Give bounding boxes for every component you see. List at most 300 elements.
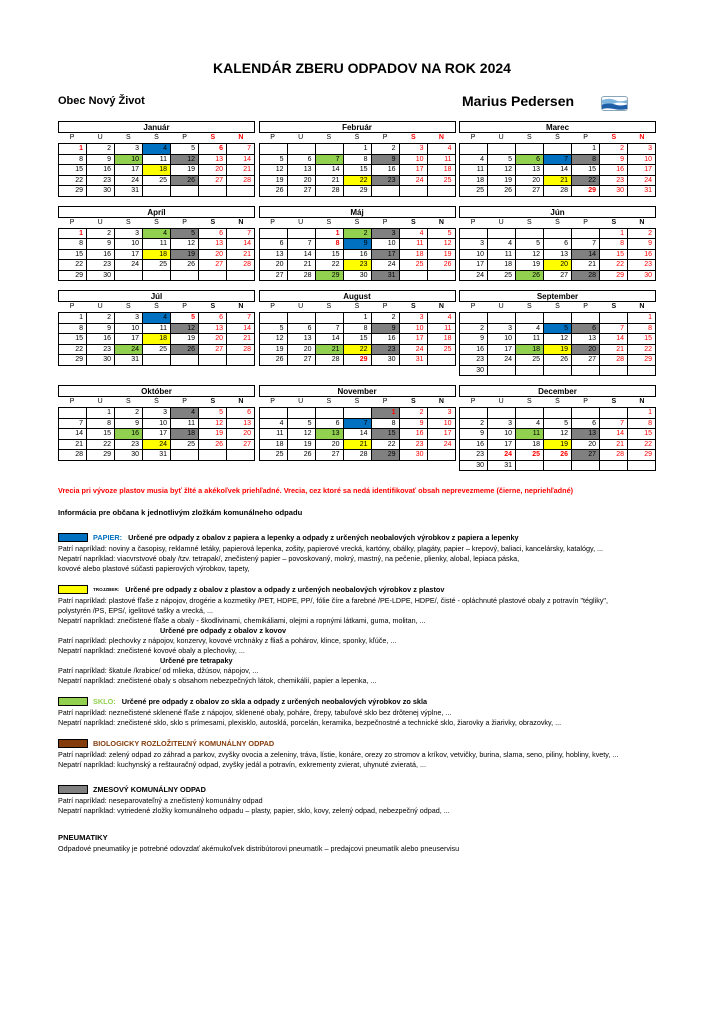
day-cell: 23 <box>628 260 655 270</box>
weekday-label: S <box>527 303 532 310</box>
day-cell: 12 <box>260 165 287 175</box>
day-cell: 3 <box>460 239 487 249</box>
day-cell: 22 <box>628 345 655 355</box>
month-title: Január <box>58 121 255 133</box>
day-cell: 2 <box>460 419 487 429</box>
day-cell: 4 <box>143 144 170 154</box>
day-cell: 26 <box>199 440 226 450</box>
day-cell: 19 <box>428 250 455 260</box>
day-cell: 9 <box>87 239 114 249</box>
day-cell: 22 <box>344 176 371 186</box>
day-cell: 7 <box>316 155 343 165</box>
weekday-header-row <box>459 397 656 407</box>
day-cell: 14 <box>544 165 571 175</box>
day-cell <box>544 408 571 418</box>
day-cell: 19 <box>171 165 198 175</box>
day-cell: 10 <box>372 239 399 249</box>
day-cell <box>316 313 343 323</box>
day-cell: 13 <box>199 324 226 334</box>
day-cell <box>460 144 487 154</box>
day-cell: 18 <box>460 176 487 186</box>
weekday-label: U <box>498 398 504 405</box>
day-cell: 8 <box>59 239 86 249</box>
day-cell <box>460 408 487 418</box>
day-cell: 19 <box>544 440 571 450</box>
day-cell <box>488 229 515 239</box>
day-cell: 22 <box>372 440 399 450</box>
weekday-label: N <box>238 398 244 405</box>
day-cell <box>572 408 599 418</box>
day-cell: 16 <box>372 334 399 344</box>
day-cell: 26 <box>428 260 455 270</box>
month-Január <box>58 121 255 197</box>
legend <box>58 486 698 865</box>
day-cell <box>544 313 571 323</box>
day-cell: 3 <box>143 408 170 418</box>
day-cell: 13 <box>260 250 287 260</box>
day-cell: 10 <box>143 419 170 429</box>
day-cell: 6 <box>316 419 343 429</box>
day-cell: 11 <box>143 155 170 165</box>
trojzber-heading: Určené pre odpady z obalov z plastov a odpady z určených neobalových výrobkov z plastov <box>125 585 445 594</box>
day-cell: 17 <box>460 260 487 270</box>
day-cell: 20 <box>516 176 543 186</box>
weekday-label: P <box>583 218 588 226</box>
day-cell: 9 <box>372 324 399 334</box>
section-text-line: Patrí napríklad: neznečistené sklenené fľaše z nápojov, sklenené obaly, poháre, črepy, tabuľové sklo bez drôtenej výplne, ... <box>58 708 452 717</box>
day-cell: 26 <box>171 176 198 186</box>
month-title: December <box>459 385 656 397</box>
weekday-label: N <box>438 218 444 226</box>
section-header <box>58 833 698 842</box>
day-cell <box>199 186 226 196</box>
weekday-label: P <box>583 134 588 141</box>
day-cell: 18 <box>171 429 198 439</box>
day-cell <box>488 408 515 418</box>
day-cell: 12 <box>516 250 543 260</box>
section-text-line: Patrí napríklad: škatule /krabice/ od mlieka, džúsov, nápojov, ... <box>58 666 259 675</box>
day-cell: 23 <box>87 260 114 270</box>
day-cell: 23 <box>115 440 142 450</box>
day-cell: 5 <box>199 408 226 418</box>
weekday-label: U <box>97 218 103 226</box>
day-cell: 20 <box>316 440 343 450</box>
day-cell: 2 <box>400 408 427 418</box>
day-cell: 19 <box>199 429 226 439</box>
day-cell: 4 <box>171 408 198 418</box>
day-cell: 9 <box>115 419 142 429</box>
day-cell: 4 <box>460 155 487 165</box>
day-cell: 30 <box>600 186 627 196</box>
weekday-label: S <box>527 134 532 141</box>
day-cell: 26 <box>544 355 571 365</box>
day-cell: 3 <box>428 408 455 418</box>
day-cell: 7 <box>227 144 254 154</box>
day-cell: 15 <box>344 165 371 175</box>
day-cell: 7 <box>600 324 627 334</box>
day-cell <box>600 313 627 323</box>
month-title: September <box>459 290 656 302</box>
day-cell: 7 <box>572 239 599 249</box>
day-cell: 10 <box>428 419 455 429</box>
weekday-label: U <box>97 398 103 405</box>
day-cell: 22 <box>87 440 114 450</box>
day-cell: 6 <box>199 144 226 154</box>
day-cell: 12 <box>428 239 455 249</box>
day-cell: 26 <box>260 186 287 196</box>
day-cell: 1 <box>572 144 599 154</box>
day-cell: 8 <box>372 419 399 429</box>
bio-heading: BIOLOGICKY ROZLOŽITEĽNÝ KOMUNÁLNY ODPAD <box>93 739 275 748</box>
day-cell: 26 <box>171 260 198 270</box>
day-cell: 21 <box>600 440 627 450</box>
day-cell: 30 <box>400 450 427 460</box>
day-cell: 24 <box>143 440 170 450</box>
day-cell: 1 <box>87 408 114 418</box>
day-cell: 29 <box>59 271 86 281</box>
day-cell: 8 <box>87 419 114 429</box>
month-November <box>259 385 456 461</box>
section-header <box>58 739 698 748</box>
day-cell: 9 <box>87 324 114 334</box>
weekday-label: U <box>498 303 504 310</box>
day-cell: 22 <box>600 260 627 270</box>
day-cell: 11 <box>143 324 170 334</box>
section-text-line: Patrí napríklad: zelený odpad zo záhrad a parkov, zvyšky ovocia a zeleniny, tráva, lístie, konáre, orezy zo stromov a kríkov, vetvičky, burina, slama, seno, piliny, hobliny, kvety, ... <box>58 750 619 759</box>
day-cell: 3 <box>488 324 515 334</box>
weekday-label: S <box>326 398 332 405</box>
month-title: Október <box>58 385 255 397</box>
day-cell: 29 <box>344 355 371 365</box>
day-cell: 24 <box>428 440 455 450</box>
weekday-label: P <box>69 218 75 226</box>
day-cell: 5 <box>171 313 198 323</box>
day-cell: 8 <box>600 239 627 249</box>
day-cell: 7 <box>316 324 343 334</box>
day-cell: 11 <box>516 429 543 439</box>
month-September <box>459 290 656 376</box>
day-cell: 15 <box>59 334 86 344</box>
day-cell: 23 <box>372 345 399 355</box>
day-cell: 20 <box>544 260 571 270</box>
weekday-label: P <box>382 134 388 141</box>
day-cell: 28 <box>600 450 627 460</box>
day-cell: 11 <box>171 419 198 429</box>
day-cell: 30 <box>87 355 114 365</box>
day-cell: 18 <box>428 334 455 344</box>
day-cell: 7 <box>544 155 571 165</box>
weekday-label: S <box>527 398 532 405</box>
day-cell <box>544 144 571 154</box>
day-cell: 24 <box>628 176 655 186</box>
day-cell: 13 <box>516 165 543 175</box>
day-cell: 11 <box>428 324 455 334</box>
day-cell <box>428 450 455 460</box>
weekday-label: S <box>126 218 131 226</box>
day-cell: 28 <box>600 355 627 365</box>
day-cell: 2 <box>344 229 371 239</box>
day-cell: 10 <box>400 155 427 165</box>
day-cell: 30 <box>460 461 487 471</box>
day-cell: 27 <box>227 440 254 450</box>
month-Máj <box>259 206 456 282</box>
day-cell: 2 <box>372 144 399 154</box>
weekday-label: S <box>410 218 416 226</box>
company-name: Marius Pedersen <box>462 93 575 109</box>
day-cell: 21 <box>59 440 86 450</box>
day-cell: 3 <box>115 144 142 154</box>
weekday-label: S <box>611 134 617 141</box>
month-day-grid <box>459 143 656 197</box>
day-cell <box>488 366 515 376</box>
day-cell: 3 <box>628 144 655 154</box>
day-cell: 21 <box>227 250 254 260</box>
day-cell: 27 <box>288 186 315 196</box>
section-text-line: Odpadové pneumatiky je potrebné odovzdať akémukoľvek distribútorovi pneumatík – predajcovi pneumatík alebo pneuservisu <box>58 844 460 853</box>
weekday-label: S <box>326 134 332 141</box>
day-cell: 29 <box>316 271 343 281</box>
day-cell: 27 <box>544 271 571 281</box>
day-cell: 6 <box>199 229 226 239</box>
day-cell: 4 <box>428 313 455 323</box>
day-cell: 20 <box>288 176 315 186</box>
weekday-label: S <box>611 218 617 226</box>
day-cell: 16 <box>460 345 487 355</box>
day-cell <box>516 144 543 154</box>
section-text-line: Patrí napríklad: neseparovateľný a znečistený komunálny odpad <box>58 796 263 805</box>
day-cell: 28 <box>227 260 254 270</box>
day-cell: 21 <box>344 440 371 450</box>
day-cell: 7 <box>59 419 86 429</box>
day-cell <box>316 408 343 418</box>
month-day-grid <box>58 143 255 197</box>
weekday-label: P <box>382 218 388 226</box>
day-cell: 26 <box>171 345 198 355</box>
day-cell: 14 <box>600 429 627 439</box>
day-cell: 14 <box>227 155 254 165</box>
day-cell: 28 <box>316 186 343 196</box>
day-cell <box>288 144 315 154</box>
weekday-header-row <box>259 397 456 407</box>
day-cell: 16 <box>344 250 371 260</box>
day-cell <box>199 271 226 281</box>
bio-color-swatch <box>58 739 88 748</box>
day-cell: 10 <box>400 324 427 334</box>
section-header <box>58 785 698 794</box>
day-cell: 5 <box>171 144 198 154</box>
day-cell <box>488 144 515 154</box>
day-cell: 13 <box>227 419 254 429</box>
day-cell: 1 <box>59 144 86 154</box>
day-cell: 14 <box>572 250 599 260</box>
day-cell: 9 <box>600 155 627 165</box>
weekday-header-row <box>259 302 456 312</box>
day-cell: 29 <box>628 355 655 365</box>
day-cell: 1 <box>600 229 627 239</box>
day-cell: 23 <box>372 176 399 186</box>
day-cell <box>400 271 427 281</box>
section-header <box>58 533 698 542</box>
pneumatiky-heading: PNEUMATIKY <box>58 833 108 842</box>
day-cell: 20 <box>199 334 226 344</box>
day-cell: 15 <box>600 250 627 260</box>
day-cell <box>544 229 571 239</box>
day-cell: 1 <box>628 408 655 418</box>
weekday-label: P <box>69 303 75 310</box>
day-cell: 9 <box>87 155 114 165</box>
day-cell: 25 <box>460 186 487 196</box>
day-cell: 31 <box>488 461 515 471</box>
day-cell: 20 <box>227 429 254 439</box>
day-cell: 2 <box>600 144 627 154</box>
day-cell: 3 <box>115 229 142 239</box>
day-cell: 8 <box>572 155 599 165</box>
weekday-label: P <box>382 398 388 405</box>
day-cell: 13 <box>199 239 226 249</box>
day-cell: 13 <box>572 429 599 439</box>
day-cell: 20 <box>199 165 226 175</box>
day-cell: 30 <box>344 271 371 281</box>
day-cell: 27 <box>199 260 226 270</box>
day-cell: 28 <box>59 450 86 460</box>
day-cell: 6 <box>260 239 287 249</box>
day-cell: 4 <box>400 229 427 239</box>
day-cell: 29 <box>572 186 599 196</box>
day-cell <box>227 271 254 281</box>
zmesovy-color-swatch <box>58 785 88 794</box>
day-cell <box>288 313 315 323</box>
weekday-label: S <box>611 303 617 310</box>
day-cell: 20 <box>260 260 287 270</box>
weekday-label: P <box>182 398 187 405</box>
day-cell <box>460 229 487 239</box>
day-cell: 28 <box>227 176 254 186</box>
papier-label: PAPIER: <box>93 533 123 542</box>
day-cell: 13 <box>199 155 226 165</box>
weekday-label: P <box>583 303 588 310</box>
day-cell: 26 <box>288 450 315 460</box>
day-cell: 7 <box>344 419 371 429</box>
day-cell: 18 <box>260 440 287 450</box>
day-cell: 30 <box>460 366 487 376</box>
month-day-grid <box>459 312 656 376</box>
day-cell: 15 <box>572 165 599 175</box>
weekday-header-row <box>459 302 656 312</box>
day-cell: 16 <box>600 165 627 175</box>
sklo-heading: Určené pre odpady z obalov zo skla a odpady z určených neobalových výrobkov zo skla <box>121 697 428 706</box>
day-cell: 18 <box>400 250 427 260</box>
weekday-label: P <box>470 218 476 226</box>
weekday-label: P <box>270 398 275 405</box>
weekday-header-row <box>259 133 456 143</box>
day-cell: 21 <box>316 345 343 355</box>
day-cell: 25 <box>171 440 198 450</box>
weekday-label: N <box>438 303 444 310</box>
day-cell <box>227 186 254 196</box>
day-cell: 30 <box>87 186 114 196</box>
weekday-label: P <box>382 303 388 310</box>
day-cell: 16 <box>460 440 487 450</box>
day-cell: 9 <box>372 155 399 165</box>
weekday-label: P <box>270 218 275 226</box>
day-cell: 8 <box>628 324 655 334</box>
weekday-label: U <box>298 303 304 310</box>
day-cell: 20 <box>199 250 226 260</box>
day-cell: 8 <box>344 324 371 334</box>
day-cell: 4 <box>516 324 543 334</box>
day-cell <box>143 355 170 365</box>
weekday-label: P <box>270 134 275 141</box>
month-title: Apríl <box>58 206 255 218</box>
day-cell <box>544 366 571 376</box>
weekday-label: P <box>182 134 187 141</box>
weekday-label: S <box>410 134 416 141</box>
day-cell: 14 <box>316 334 343 344</box>
month-title: Jún <box>459 206 656 218</box>
day-cell: 15 <box>628 334 655 344</box>
day-cell: 26 <box>260 355 287 365</box>
day-cell: 12 <box>488 165 515 175</box>
page-title: KALENDÁR ZBERU ODPADOV NA ROK 2024 <box>213 60 511 76</box>
month-title: Júl <box>58 290 255 302</box>
month-Február <box>259 121 456 197</box>
day-cell: 5 <box>260 324 287 334</box>
section-subheading: Určené pre odpady z obalov z kovov <box>160 626 287 635</box>
day-cell: 10 <box>488 334 515 344</box>
day-cell: 4 <box>516 419 543 429</box>
day-cell: 11 <box>400 239 427 249</box>
weekday-label: N <box>639 398 645 405</box>
day-cell <box>288 229 315 239</box>
weekday-label: S <box>527 218 532 226</box>
weekday-label: U <box>298 218 304 226</box>
day-cell: 22 <box>344 345 371 355</box>
day-cell: 28 <box>288 271 315 281</box>
municipality-name: Obec Nový Život <box>58 95 145 107</box>
day-cell: 9 <box>460 429 487 439</box>
section-header <box>58 585 698 594</box>
waste-section-papier <box>58 533 698 574</box>
day-cell: 17 <box>488 345 515 355</box>
day-cell: 14 <box>59 429 86 439</box>
day-cell <box>260 408 287 418</box>
day-cell: 10 <box>115 155 142 165</box>
day-cell: 1 <box>59 229 86 239</box>
day-cell: 17 <box>628 165 655 175</box>
day-cell <box>516 461 543 471</box>
day-cell <box>227 355 254 365</box>
day-cell: 28 <box>227 345 254 355</box>
day-cell: 16 <box>115 429 142 439</box>
day-cell: 2 <box>372 313 399 323</box>
trojzber-color-swatch <box>58 585 88 594</box>
day-cell: 25 <box>428 345 455 355</box>
day-cell: 25 <box>516 355 543 365</box>
day-cell: 8 <box>628 419 655 429</box>
weekday-label: U <box>298 398 304 405</box>
day-cell: 12 <box>544 429 571 439</box>
day-cell: 30 <box>372 355 399 365</box>
day-cell: 17 <box>115 334 142 344</box>
section-text-line: Patrí napríklad: plastové fľaše z nápojov, drogérie a kozmetiky /PET, HDPE, PP/, fólie číre a farebné /PE-LDPE, HDPE/, čisté - opláchnuté plastové obaly z potravín "tégliky", <box>58 596 608 605</box>
day-cell: 24 <box>115 176 142 186</box>
day-cell: 18 <box>516 345 543 355</box>
day-cell: 2 <box>115 408 142 418</box>
day-cell: 21 <box>288 260 315 270</box>
day-cell: 17 <box>143 429 170 439</box>
day-cell: 14 <box>288 250 315 260</box>
day-cell: 18 <box>488 260 515 270</box>
